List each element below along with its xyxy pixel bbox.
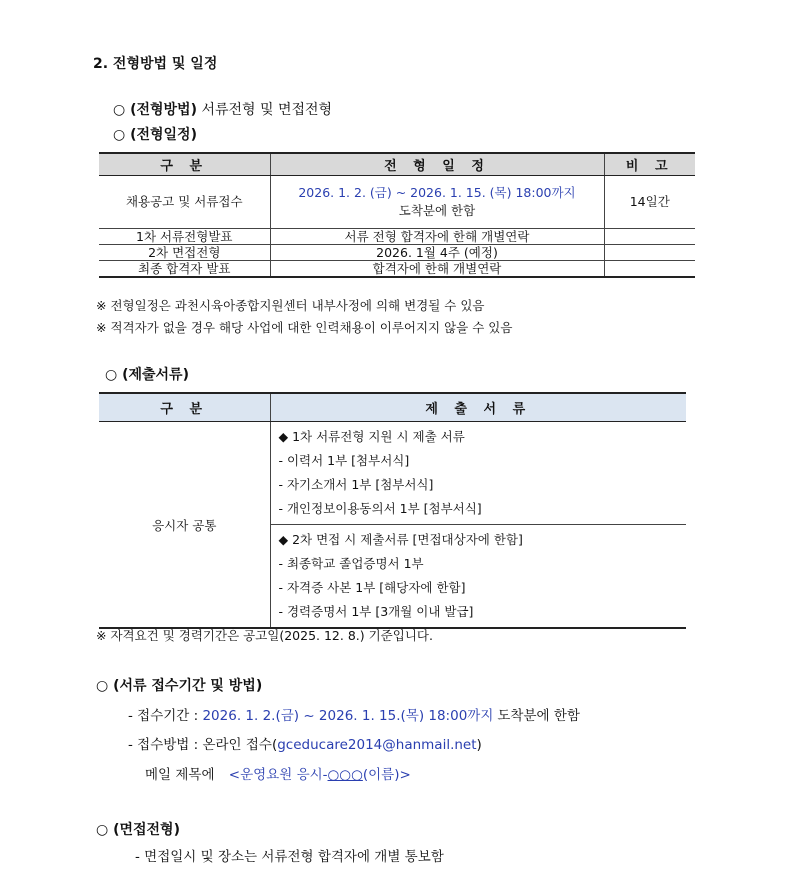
table-header-row — [99, 153, 695, 176]
schedule-heading: ○ (전형일정) — [113, 127, 197, 143]
table-row — [99, 261, 695, 278]
subject-placeholder: ○○○ — [327, 767, 363, 783]
table-row — [99, 229, 695, 245]
table-row — [99, 176, 695, 229]
group-title: ◆ 2차 면접 시 제출서류 [면접대상자에 한함] — [278, 532, 523, 547]
list-item: - 이력서 1부 [첨부서식] — [278, 453, 410, 468]
row-category: 최종 합격자 발표 — [99, 261, 270, 278]
row-schedule — [270, 176, 604, 229]
header-category: 구 분 — [99, 393, 270, 422]
category-cell: 응시자 공통 — [99, 422, 270, 629]
schedule-date: 2026. 1. 2. (금) ~ 2026. 1. 15. (목) 18:00까지 — [298, 185, 576, 200]
schedule-note: ※ 적격자가 없을 경우 해당 사업에 대한 인력채용이 이루어지지 않을 수 있음 — [96, 320, 513, 335]
list-item: - 최종학교 졸업증명서 1부 — [278, 556, 424, 571]
documents-note: ※ 자격요건 및 경력기간은 공고일(2025. 12. 8.) 기준입니다. — [96, 628, 433, 643]
table-row — [99, 422, 686, 525]
submission-period — [128, 704, 580, 724]
schedule-table — [99, 152, 695, 278]
header-schedule: 전 형 일 정 — [270, 153, 604, 176]
row-schedule: 2026. 1월 4주 (예정) — [270, 245, 604, 261]
email-link[interactable]: gceducare2014@hanmail.net — [277, 737, 477, 753]
subject-label: 메일 제목에 — [145, 767, 215, 783]
row-note — [604, 245, 695, 261]
row-schedule: 서류 전형 합격자에 한해 개별연락 — [270, 229, 604, 245]
method-text: 서류전형 및 면접전형 — [201, 102, 333, 118]
list-item: - 경력증명서 1부 [3개월 이내 발급] — [278, 604, 474, 619]
interview-text: - 면접일시 및 장소는 서류전형 합격자에 개별 통보함 — [135, 849, 444, 865]
subject-prefix: <운영요원 응시- — [228, 767, 328, 783]
method-label: - 접수방법 : 온라인 접수( — [128, 737, 278, 753]
header-note: 비 고 — [604, 153, 695, 176]
section-title: 2. 전형방법 및 일정 — [93, 56, 218, 72]
header-category: 구 분 — [99, 153, 270, 176]
method-close: ) — [476, 737, 482, 753]
list-item: - 자격증 사본 1부 [해당자에 한함] — [278, 580, 466, 595]
table-row — [99, 245, 695, 261]
row-schedule: 합격자에 한해 개별연락 — [270, 261, 604, 278]
row-note — [604, 261, 695, 278]
table-header-row — [99, 393, 686, 422]
interview-heading: ○ (면접전형) — [96, 822, 180, 838]
submission-method — [128, 733, 482, 753]
period-label: - 접수기간 : — [128, 708, 199, 724]
method-line — [113, 99, 332, 119]
group-title: ◆ 1차 서류전형 지원 시 제출 서류 — [278, 429, 465, 444]
documents-group-1 — [270, 422, 686, 525]
documents-heading: ○ (제출서류) — [105, 367, 189, 383]
documents-table — [99, 392, 686, 629]
period-value: 2026. 1. 2.(금) ~ 2026. 1. 15.(목) 18:00까지 — [202, 708, 494, 724]
mail-subject — [145, 763, 411, 783]
list-item: - 개인정보이용동의서 1부 [첨부서식] — [278, 501, 482, 516]
header-documents: 제 출 서 류 — [270, 393, 686, 422]
schedule-condition: 도착분에 한함 — [398, 203, 476, 218]
list-item: - 자기소개서 1부 [첨부서식] — [278, 477, 434, 492]
row-category: 1차 서류전형발표 — [99, 229, 270, 245]
submission-heading: ○ (서류 접수기간 및 방법) — [96, 678, 263, 694]
row-note — [604, 229, 695, 245]
method-label: ○ (전형방법) — [113, 102, 197, 118]
subject-suffix: (이름)> — [362, 767, 411, 783]
documents-group-2 — [270, 525, 686, 629]
subject-format — [229, 767, 411, 783]
schedule-note: ※ 전형일정은 과천시육아종합지원센터 내부사정에 의해 변경될 수 있음 — [96, 298, 485, 313]
row-category: 채용공고 및 서류접수 — [99, 176, 270, 229]
row-note: 14일간 — [604, 176, 695, 229]
period-suffix: 도착분에 한함 — [497, 708, 580, 724]
row-category: 2차 면접전형 — [99, 245, 270, 261]
